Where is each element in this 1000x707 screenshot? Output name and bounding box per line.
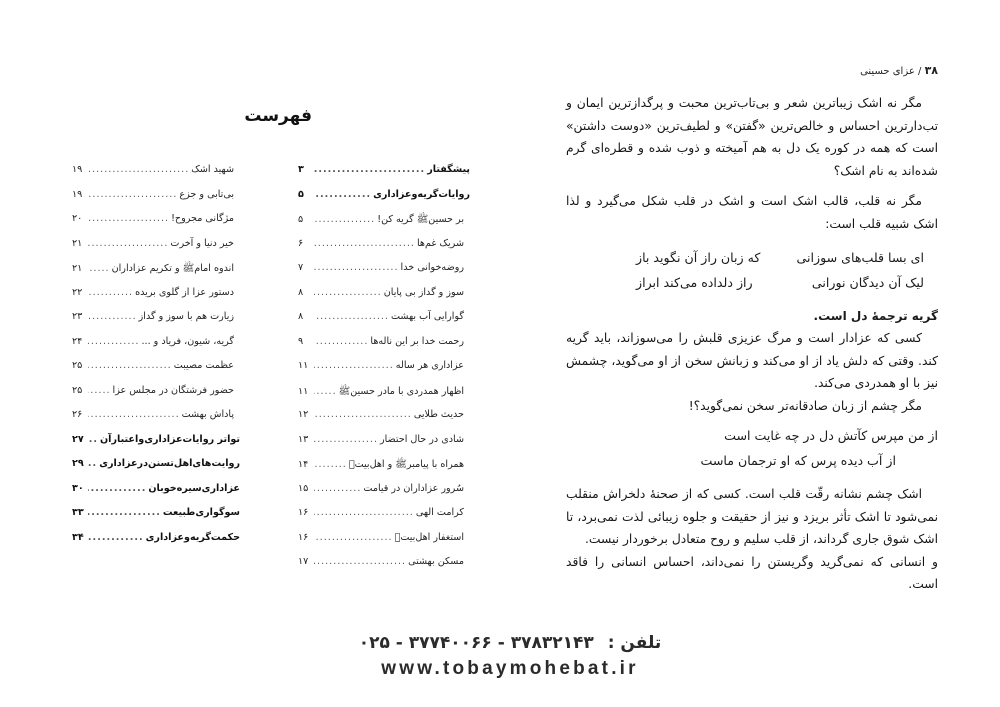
hemistich: لیک آن دیدگان نورانی bbox=[811, 275, 924, 290]
toc-entry-page: ۷ bbox=[298, 262, 304, 273]
toc-entry-label: شهید اشک bbox=[191, 164, 234, 175]
dot-leader bbox=[88, 458, 97, 469]
poem-couplets bbox=[566, 245, 938, 295]
toc-entry-label: استغفار اهل‌بیت﷩ bbox=[394, 531, 464, 543]
poem-couplet bbox=[566, 245, 938, 270]
toc-entry[interactable] bbox=[298, 409, 470, 434]
toc-entry-page: ۱۵ bbox=[298, 482, 309, 494]
toc-entry-label: مژگانی مجروح! bbox=[171, 213, 234, 224]
running-head-separator: / bbox=[914, 66, 925, 77]
toc-entry-page: ۲۴ bbox=[72, 335, 83, 347]
text-page bbox=[566, 62, 938, 596]
toc-entry-page: ۳۴ bbox=[72, 531, 84, 543]
toc-entry-label: حضور فرشتگان در مجلس عزا bbox=[112, 384, 234, 396]
hemistich: ای بسا قلب‌های سوزانی bbox=[796, 250, 924, 265]
dot-leader bbox=[314, 336, 368, 347]
dot-leader bbox=[88, 434, 98, 445]
toc-entry-page: ۱۱ bbox=[298, 360, 309, 371]
toc-entry-page: ۳۰ bbox=[72, 482, 84, 494]
dot-leader bbox=[88, 164, 189, 175]
toc-entry-label: حدیث طلایی bbox=[413, 409, 464, 420]
toc-entry-page: ۱۲ bbox=[298, 409, 309, 420]
hemistich: راز دلداده می‌کند ابراز bbox=[636, 275, 753, 290]
dot-leader bbox=[88, 311, 137, 322]
book-title: عزای حسینی bbox=[860, 66, 915, 77]
toc-entry[interactable] bbox=[298, 385, 470, 410]
running-head bbox=[566, 62, 938, 80]
toc-entry[interactable] bbox=[298, 532, 470, 557]
dot-leader bbox=[314, 189, 371, 200]
toc-entry-label: تواتر روایات‌عزاداری‌واعتبارآن bbox=[99, 433, 240, 445]
toc-entry[interactable] bbox=[72, 434, 240, 459]
dot-leader bbox=[314, 532, 393, 543]
dot-leader bbox=[88, 483, 146, 494]
toc-entry[interactable] bbox=[72, 532, 240, 557]
toc-entry-label: همراه با پیامبرﷺ و اهل‌بیت﷩ bbox=[348, 459, 464, 470]
toc-entry[interactable] bbox=[298, 287, 470, 312]
dot-leader bbox=[314, 287, 382, 298]
toc-entry[interactable] bbox=[72, 483, 240, 508]
toc-entry-page: ۳۳ bbox=[72, 507, 84, 518]
dot-leader bbox=[314, 386, 337, 397]
dot-leader bbox=[88, 507, 161, 518]
dot-leader bbox=[314, 164, 425, 175]
toc-entry-page: ۸ bbox=[298, 311, 304, 322]
dot-leader bbox=[88, 238, 168, 249]
paragraph: و انسانی که نمی‌گرید وگریستن را نمی‌داند، احساس انسانی را فاقد است. bbox=[566, 554, 938, 591]
toc-entry[interactable] bbox=[72, 507, 240, 532]
toc-entry-page: ۵ bbox=[298, 188, 304, 200]
toc-entry-label: پاداش بهشت bbox=[181, 409, 234, 420]
toc-entry-page: ۹ bbox=[298, 335, 304, 347]
dot-leader bbox=[314, 238, 415, 249]
verse bbox=[566, 423, 938, 473]
toc-entry-page: ۲۹ bbox=[72, 458, 84, 469]
toc-entry-label: عزاداری هر ساله bbox=[395, 360, 464, 371]
toc-entry-page: ۳ bbox=[298, 164, 304, 175]
toc-entry-page: ۱۶ bbox=[298, 507, 309, 518]
dot-leader bbox=[314, 556, 406, 567]
toc-entry[interactable] bbox=[298, 311, 470, 336]
toc-entry-page: ۲۶ bbox=[72, 409, 83, 420]
toc-title: فهرست bbox=[244, 106, 312, 126]
dot-leader bbox=[88, 189, 177, 200]
dot-leader bbox=[88, 532, 144, 543]
dot-leader bbox=[88, 287, 133, 298]
toc-entry-page: ۲۱ bbox=[72, 237, 83, 249]
toc-entry[interactable] bbox=[298, 189, 470, 214]
toc-entry[interactable] bbox=[72, 287, 240, 312]
page-number: ۳۸ bbox=[924, 64, 938, 77]
toc-entry[interactable] bbox=[298, 434, 470, 459]
toc-entry-label: عظمت مصیبت bbox=[173, 360, 234, 371]
toc-entry[interactable] bbox=[72, 164, 240, 189]
phone-numbers: ۳۷۸۳۲۱۴۳ - ۳۷۷۴۰۰۶۶ - ۰۲۵ bbox=[358, 633, 594, 653]
toc-entry-label: دستور عزا از گلوی بریده bbox=[135, 286, 234, 298]
verse-line: از من مپرس کآتش دل در چه غایت است bbox=[724, 428, 938, 443]
toc-entry[interactable] bbox=[298, 262, 470, 287]
toc-entry[interactable] bbox=[72, 238, 240, 263]
toc-entry-page: ۱۹ bbox=[72, 164, 83, 175]
paragraph: کسی که عزادار است و مرگ عزیزی قلبش را می‌سوزاند، باید گریه کند. وقتی که دلش یاد از او می‌کند و زبانش سخن از او می‌گوید، چشمش نیز با او همدردی می‌کند. bbox=[566, 331, 938, 390]
paragraph: مگر نه اشک زیباترین شعر و بی‌تاب‌ترین محبت و پرگدازترین ایمان و تب‌دارترین احساس و خالص‌ترین «گفتن» و لطیف‌ترین «دوست داشتن» است که همه در کوره یک دل به هم آمیخته و ذوب شده و قطره‌ای گرم شده‌اند به نام اشک؟ bbox=[566, 96, 938, 178]
toc-entry[interactable] bbox=[298, 336, 470, 361]
dot-leader bbox=[88, 385, 111, 396]
paragraph: مگر نه قلب، قالب اشک است و اشک در قلب شکل می‌گیرد و لذا اشک شبیه قلب است: bbox=[566, 194, 938, 231]
toc-entry-label: پیشگفتار bbox=[427, 164, 470, 175]
toc-entry-page: ۱۹ bbox=[72, 188, 83, 200]
dot-leader bbox=[314, 262, 399, 273]
toc-column-right bbox=[298, 164, 470, 581]
toc-entry-page: ۱۶ bbox=[298, 531, 309, 543]
toc-entry-label: اظهار همدردی با مادر حسینﷺ bbox=[338, 385, 464, 397]
dot-leader bbox=[88, 409, 180, 420]
toc-entry-page: ۸ bbox=[298, 286, 304, 298]
publisher-footer bbox=[300, 630, 720, 682]
toc-entry-label: گوارایی آب بهشت bbox=[390, 311, 464, 322]
phone-label: تلفن : bbox=[607, 633, 662, 653]
toc-entry-page: ۱۷ bbox=[298, 556, 309, 567]
toc-entry-page: ۱۱ bbox=[298, 385, 309, 397]
toc-entry-page: ۶ bbox=[298, 237, 304, 249]
toc-entry-label: سوز و گداز بی پایان bbox=[383, 286, 464, 298]
toc-entry-page: ۲۰ bbox=[72, 213, 83, 224]
toc-entry[interactable] bbox=[72, 360, 240, 385]
toc-entry-page: ۲۵ bbox=[72, 384, 83, 396]
dot-leader bbox=[88, 360, 172, 371]
dot-leader bbox=[314, 459, 347, 470]
dot-leader bbox=[314, 434, 378, 445]
toc-entry-label: مسکن بهشتی bbox=[408, 556, 464, 567]
toc-entry-label: سُرور عزاداران در قیامت bbox=[363, 482, 464, 494]
toc-entry-label: کرامت الهی bbox=[415, 507, 464, 518]
toc-entry-page: ۱۴ bbox=[298, 459, 309, 470]
toc-entry[interactable] bbox=[298, 360, 470, 385]
toc-entry[interactable] bbox=[72, 385, 240, 410]
toc-entry-label: شریک غم‌ها bbox=[416, 237, 464, 249]
toc-entry-page: ۲۵ bbox=[72, 360, 83, 371]
toc-entry[interactable] bbox=[72, 458, 240, 483]
paragraph: مگر چشم از زبان صادقانه‌تر سخن نمی‌گوید؟! bbox=[688, 398, 922, 413]
toc-entry[interactable] bbox=[72, 336, 240, 361]
dot-leader bbox=[314, 311, 389, 322]
toc-entry-label: حکمت‌گریه‌وعزاداری bbox=[145, 531, 240, 543]
toc-entry-label: عزاداری‌سیره‌خوبان bbox=[148, 482, 240, 494]
paragraph: اشک چشم نشانه رقّت قلب است. کسی که از صحنهٔ دلخراش منقلب نمی‌شود تا اشک تأثر بریزد و نیز از حقیقت و جلوه زیبائی لذت نمی‌برد، تا اشک شوق جاری گرداند، از قلب سلیم و روح متعادل برخوردار نیست. bbox=[566, 487, 938, 546]
dot-leader bbox=[314, 360, 394, 371]
toc-entry-label: زیارت هم با سوز و گداز bbox=[138, 311, 234, 322]
dot-leader bbox=[314, 483, 361, 494]
dot-leader bbox=[314, 409, 412, 420]
toc-entry-label: روایات‌گریه‌وعزاداری bbox=[373, 188, 470, 200]
dot-leader bbox=[88, 336, 139, 347]
toc-entry[interactable] bbox=[298, 238, 470, 263]
section-heading: گریه ترجمهٔ دل است. bbox=[813, 309, 938, 323]
toc-entry[interactable] bbox=[72, 311, 240, 336]
phone-line bbox=[300, 630, 720, 656]
toc-entry-page: ۲۱ bbox=[72, 263, 83, 274]
toc-entry-label: بی‌تابی و جزع bbox=[179, 188, 234, 200]
toc-page bbox=[60, 100, 480, 567]
toc-entry-label: گریه، شیون، فریاد و ... bbox=[141, 335, 234, 347]
toc-entry-page: ۱۳ bbox=[298, 433, 309, 445]
dot-leader bbox=[314, 214, 375, 225]
dot-leader bbox=[314, 507, 414, 518]
hemistich: که زبان راز آن نگوید باز bbox=[636, 250, 761, 265]
website-link[interactable]: www.tobaymohebat.ir bbox=[381, 658, 639, 679]
toc-entry-label: شادی در حال احتضار bbox=[380, 433, 464, 445]
toc-column-left bbox=[72, 164, 240, 556]
toc-entry-label: خیر دنیا و آخرت bbox=[170, 237, 234, 249]
toc-entry[interactable] bbox=[298, 556, 470, 581]
toc-entry[interactable] bbox=[298, 213, 470, 238]
toc-entry-label: بر حسینﷺ گریه کن! bbox=[377, 214, 464, 225]
toc-entry-label: سوگواری‌طبیعت bbox=[162, 507, 240, 518]
toc-entry[interactable] bbox=[72, 262, 240, 287]
toc-entry-label: روضه‌خوانی خدا bbox=[400, 262, 464, 273]
dot-leader bbox=[88, 263, 110, 274]
toc-entry[interactable] bbox=[298, 507, 470, 532]
toc-entry-label: اندوه امامﷺ و تکریم عزاداران bbox=[111, 263, 234, 274]
toc-entry-label: روایت‌های‌اهل‌تسنن‌درعزاداری bbox=[99, 458, 240, 469]
toc-entry-page: ۲۷ bbox=[72, 433, 84, 445]
toc-entry-page: ۲۳ bbox=[72, 311, 83, 322]
toc-entry[interactable] bbox=[72, 189, 240, 214]
toc-entry[interactable] bbox=[298, 483, 470, 508]
toc-entry-label: رحمت خدا بر این ناله‌ها bbox=[370, 335, 464, 347]
toc-entry[interactable] bbox=[298, 458, 470, 483]
toc-entry[interactable] bbox=[298, 164, 470, 189]
toc-entry[interactable] bbox=[72, 409, 240, 434]
dot-leader bbox=[88, 213, 169, 224]
toc-entry-page: ۵ bbox=[298, 214, 304, 225]
verse-line: از آب دیده پرس که او ترجمان ماست bbox=[700, 453, 896, 468]
toc-entry[interactable] bbox=[72, 213, 240, 238]
toc-entry-page: ۲۲ bbox=[72, 286, 83, 298]
poem-couplet bbox=[566, 270, 938, 295]
